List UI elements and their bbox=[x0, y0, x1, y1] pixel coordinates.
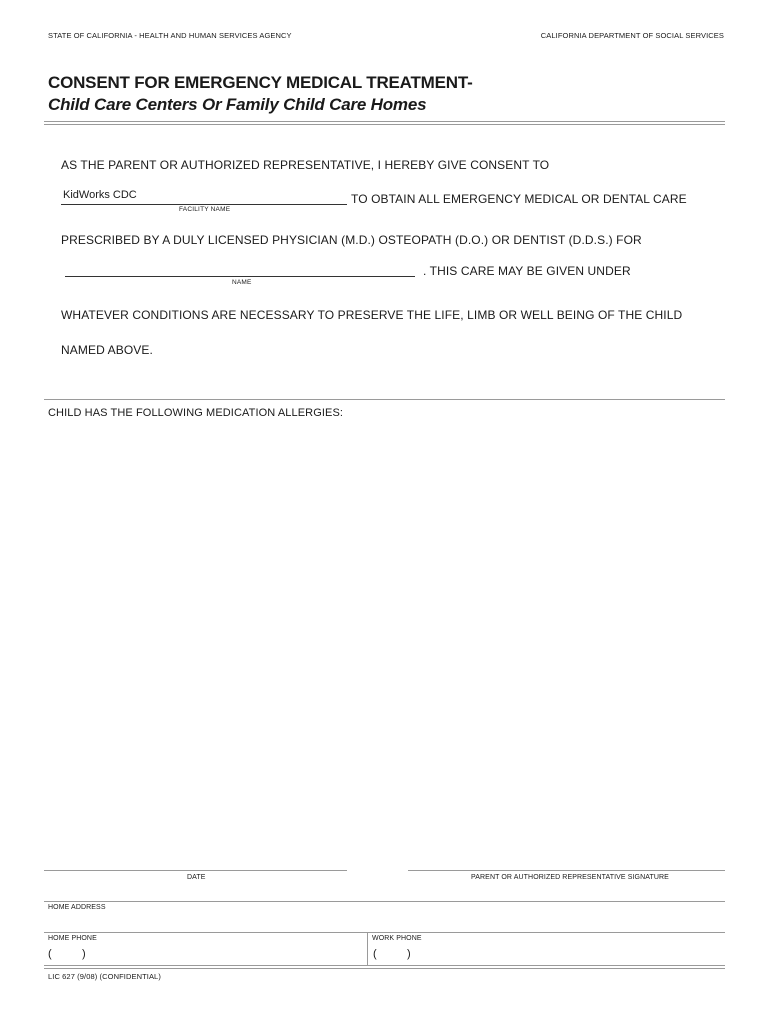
department-header: CALIFORNIA DEPARTMENT OF SOCIAL SERVICES bbox=[540, 31, 724, 40]
home-address-divider bbox=[44, 901, 725, 902]
work-phone-label: WORK PHONE bbox=[372, 935, 422, 942]
named-above-text: NAMED ABOVE. bbox=[61, 343, 153, 357]
title-divider-bottom bbox=[44, 124, 725, 125]
home-phone-field[interactable] bbox=[95, 948, 355, 962]
phone-divider bbox=[44, 932, 725, 933]
obtain-care-text: TO OBTAIN ALL EMERGENCY MEDICAL OR DENTAL CARE bbox=[351, 192, 687, 206]
date-caption: DATE bbox=[187, 874, 206, 881]
facility-name-field[interactable] bbox=[63, 187, 343, 203]
footer-divider-top bbox=[44, 965, 725, 966]
work-phone-field[interactable] bbox=[420, 948, 720, 962]
home-phone-area-close: ) bbox=[82, 948, 86, 960]
facility-name-line bbox=[61, 204, 347, 205]
child-name-field[interactable] bbox=[66, 259, 411, 275]
signature-field[interactable] bbox=[412, 852, 720, 868]
agency-header: STATE OF CALIFORNIA - HEALTH AND HUMAN SERVICES AGENCY bbox=[48, 31, 292, 40]
allergies-field[interactable] bbox=[48, 425, 720, 860]
child-name-line bbox=[65, 276, 415, 277]
form-title: CONSENT FOR EMERGENCY MEDICAL TREATMENT- bbox=[48, 73, 473, 92]
prescribed-text: PRESCRIBED BY A DULY LICENSED PHYSICIAN (M.D.) OSTEOPATH (D.O.) OR DENTIST (D.D.S.) FOR bbox=[61, 233, 642, 247]
home-address-field[interactable] bbox=[48, 913, 720, 929]
care-given-text: . THIS CARE MAY BE GIVEN UNDER bbox=[423, 264, 631, 278]
signature-caption: PARENT OR AUTHORIZED REPRESENTATIVE SIGNATURE bbox=[471, 874, 669, 881]
title-divider-top bbox=[44, 121, 725, 122]
work-phone-area-open: ( bbox=[373, 948, 377, 960]
phone-column-divider bbox=[367, 932, 368, 965]
date-field[interactable] bbox=[48, 852, 343, 868]
form-subtitle: Child Care Centers Or Family Child Care Homes bbox=[48, 95, 427, 114]
home-address-label: HOME ADDRESS bbox=[48, 904, 106, 911]
home-phone-area-open: ( bbox=[48, 948, 52, 960]
footer-divider-bottom bbox=[44, 968, 725, 969]
child-name-caption: NAME bbox=[232, 279, 252, 286]
form-id: LIC 627 (9/08) (CONFIDENTIAL) bbox=[48, 972, 161, 981]
work-phone-area-close: ) bbox=[407, 948, 411, 960]
facility-name-caption: FACILITY NAME bbox=[179, 206, 231, 213]
consent-intro: AS THE PARENT OR AUTHORIZED REPRESENTATIVE, I HEREBY GIVE CONSENT TO bbox=[61, 158, 550, 172]
conditions-text: WHATEVER CONDITIONS ARE NECESSARY TO PRESERVE THE LIFE, LIMB OR WELL BEING OF THE CHILD bbox=[61, 308, 683, 322]
allergies-divider bbox=[44, 399, 725, 400]
signature-line bbox=[408, 870, 725, 871]
date-line bbox=[44, 870, 347, 871]
allergies-label: CHILD HAS THE FOLLOWING MEDICATION ALLERGIES: bbox=[48, 407, 344, 419]
home-phone-label: HOME PHONE bbox=[48, 935, 97, 942]
